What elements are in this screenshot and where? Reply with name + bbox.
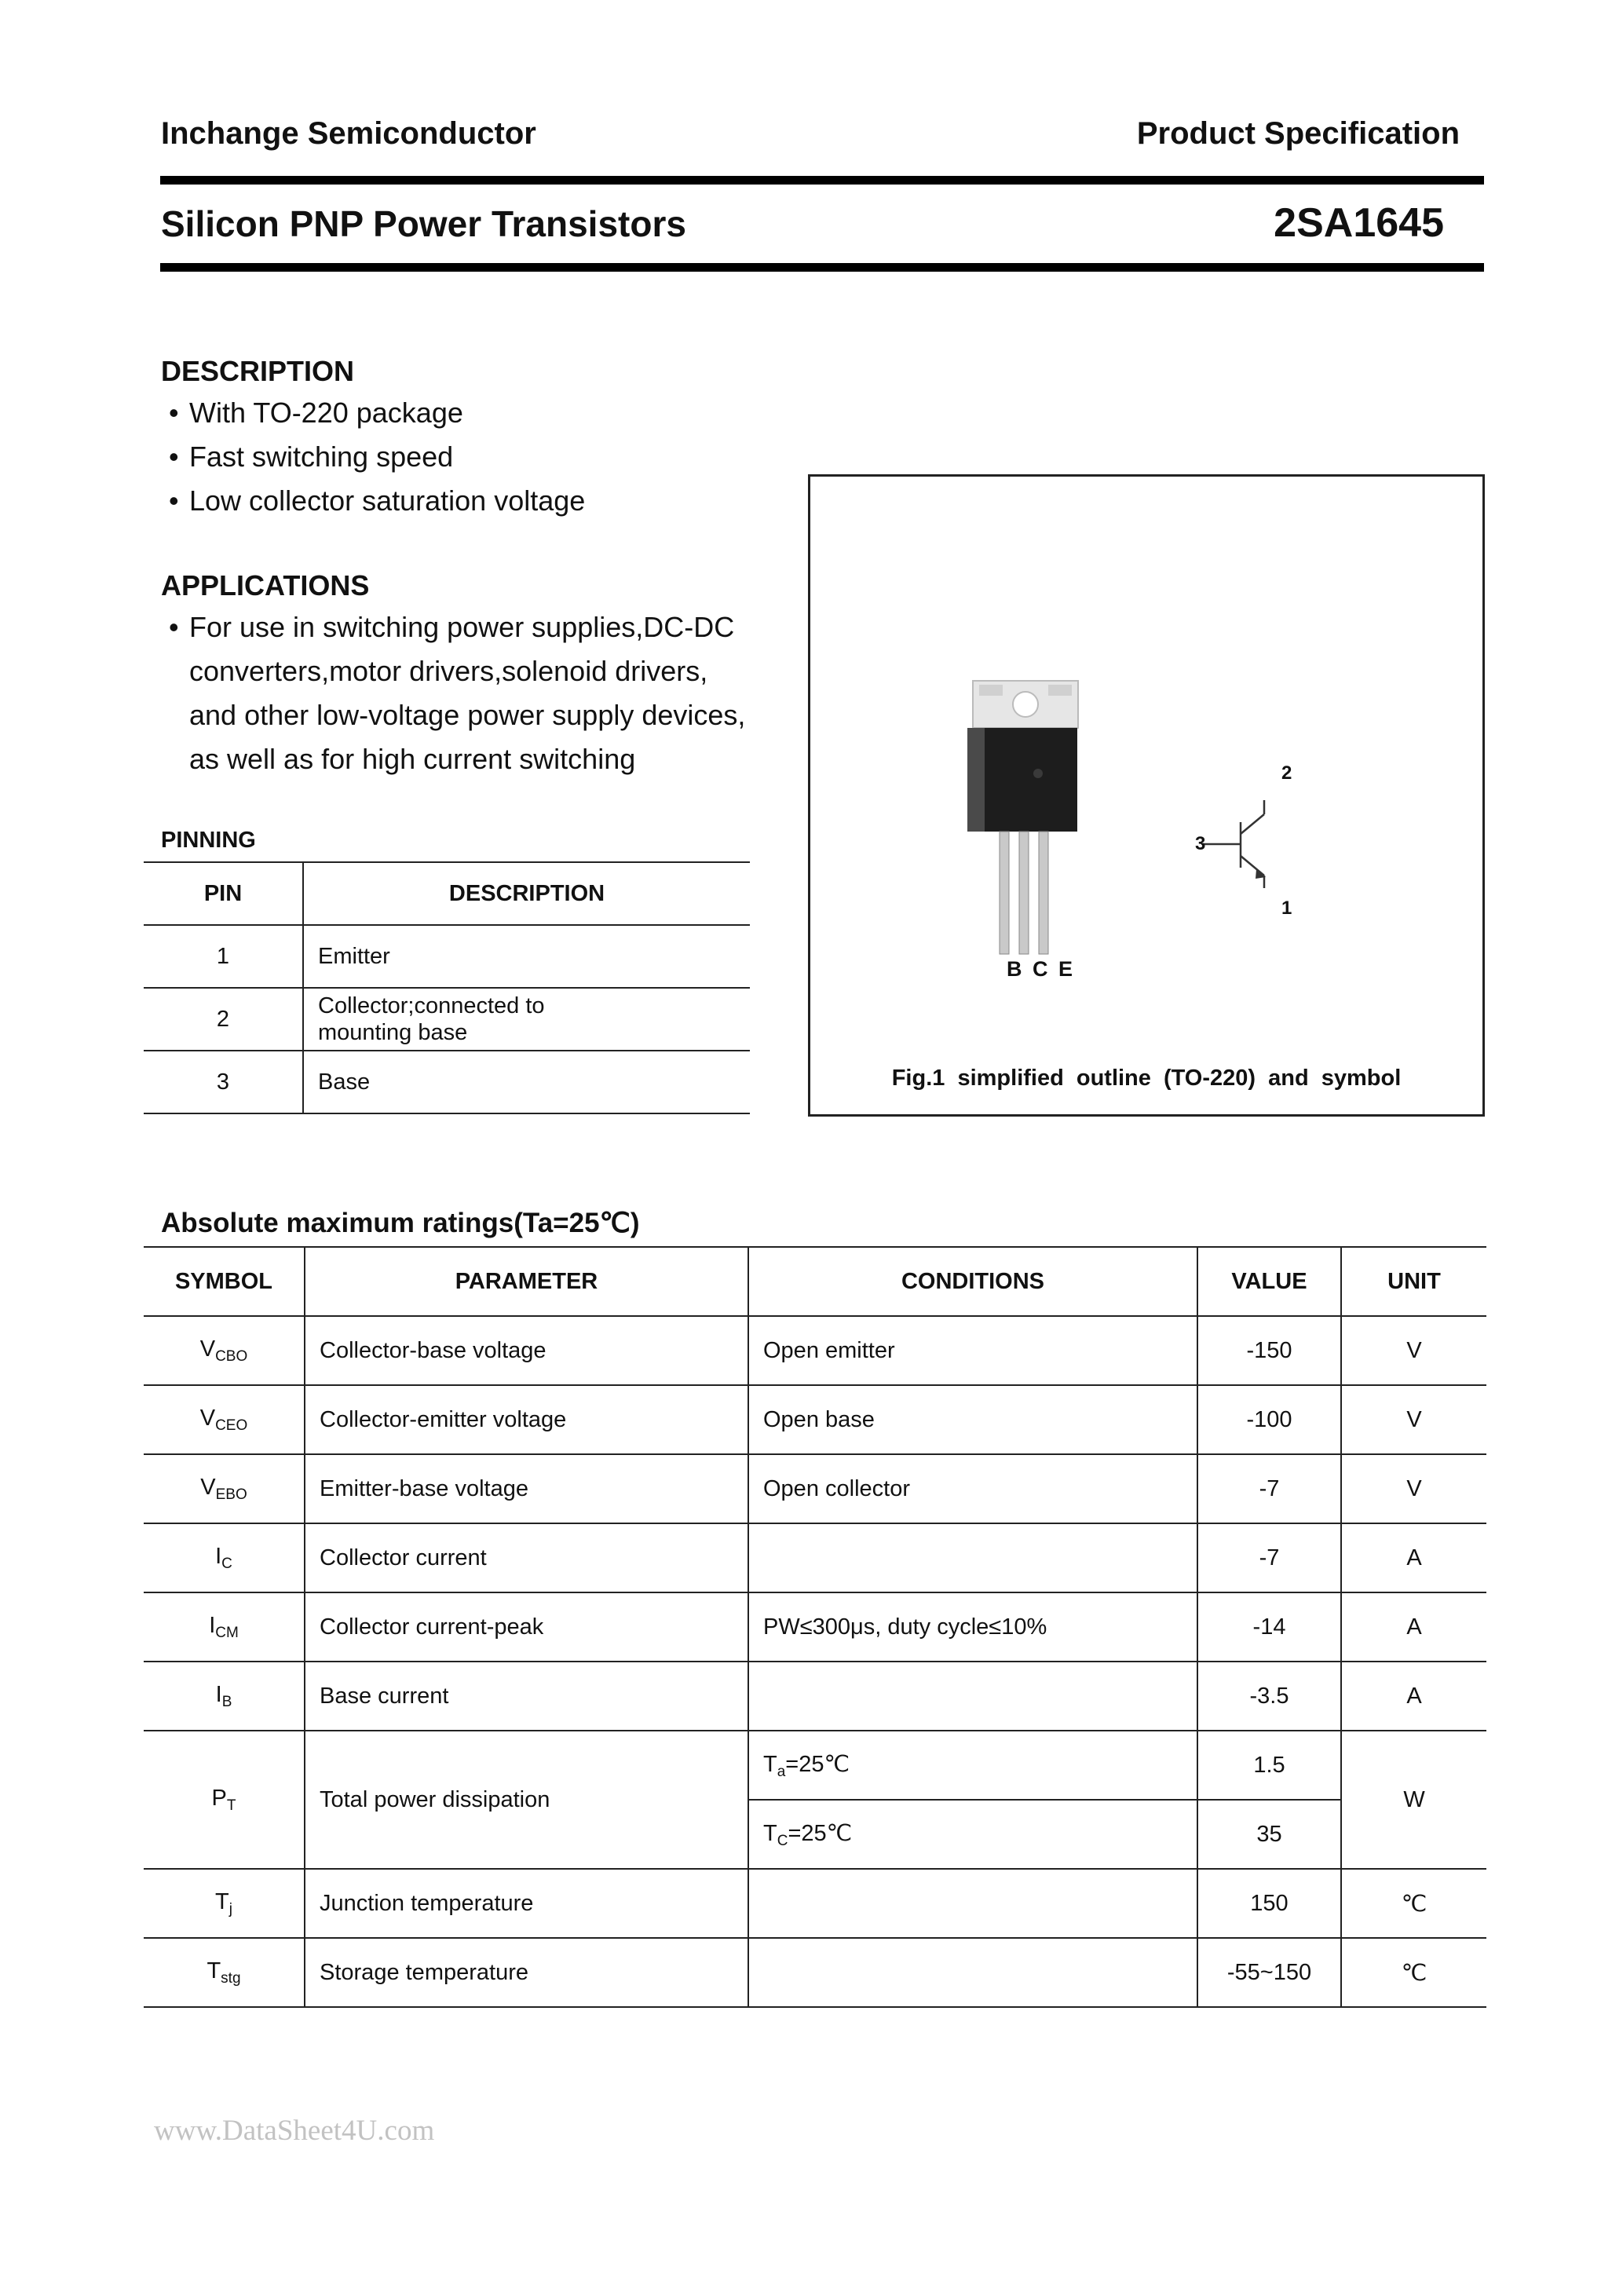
table-row: $I_B$ Base current -3.5 A (144, 1662, 1486, 1731)
table-row: $P_T$ Total power dissipation $T_a=25℃$ 1.5 W (144, 1731, 1486, 1800)
symbol-pin-2: 2 (1281, 762, 1292, 784)
list-item: • With TO-220 package (169, 397, 463, 429)
company-name: Inchange Semiconductor (161, 116, 536, 151)
to220-package-image (810, 477, 1482, 1114)
applications-text: • For use in switching power supplies,DC-DC converters,motor drivers,solenoid drivers, and other low-voltage power supply devices, as well as for high current switching (169, 611, 746, 775)
header-rule-bottom (160, 263, 1484, 272)
description-list (169, 391, 585, 523)
table-row: $V_{CBO}$ Collector-base voltage Open emitter -150 V (144, 1316, 1486, 1385)
table-row: $I_C$ Collector current -7 A (144, 1523, 1486, 1592)
table-row: $I_{CM}$ Collector current-peak PW≤300μs, duty cycle≤10% -14 A (144, 1592, 1486, 1662)
table-row: $T_C=25℃$ 35 (144, 1800, 1486, 1869)
table-row: $T_{stg}$ Storage temperature -55~150 ℃ (144, 1938, 1486, 2007)
list-item: • Low collector saturation voltage (169, 484, 586, 517)
table-row: 2 Collector;connected to mounting base (144, 988, 750, 1051)
table-row: 3 Base (144, 1051, 750, 1113)
table-header-row: SYMBOL PARAMETER CONDITIONS VALUE UNIT (144, 1247, 1486, 1316)
part-number: 2SA1645 (1274, 200, 1444, 246)
symbol-pin-3: 3 (1195, 833, 1206, 854)
table-row: $V_{EBO}$ Emitter-base voltage Open collector -7 V (144, 1454, 1486, 1523)
figure-caption: Fig.1 simplified outline (TO-220) and symbol (891, 1066, 1402, 1091)
description-heading: DESCRIPTION (161, 355, 355, 387)
applications-heading: APPLICATIONS (161, 569, 370, 601)
pnp-symbol (1201, 800, 1264, 888)
header-rule-top (160, 176, 1484, 185)
list-item: • Fast switching speed (169, 441, 454, 473)
watermark-link[interactable]: www.DataSheet4U.com (154, 2115, 435, 2147)
table-row: 1 Emitter (144, 925, 750, 988)
product-line: Silicon PNP Power Transistors (161, 203, 686, 244)
ratings-table (144, 1246, 1486, 2008)
description-col-header: DESCRIPTION (303, 862, 750, 925)
doc-type: Product Specification (1136, 116, 1460, 151)
ratings-heading: Absolute maximum ratings(Ta=25℃) (161, 1208, 640, 1238)
pinning-table (144, 861, 750, 1114)
pinning-heading: PINNING (161, 828, 256, 853)
package-lead-labels: B C E (1007, 957, 1073, 981)
symbol-pin-1: 1 (1281, 898, 1292, 919)
table-row: $V_{CEO}$ Collector-emitter voltage Open base -100 V (144, 1385, 1486, 1454)
figure-box (808, 474, 1485, 1117)
table-row: $T_j$ Junction temperature 150 ℃ (144, 1869, 1486, 1938)
pin-col-header: PIN (144, 862, 303, 925)
